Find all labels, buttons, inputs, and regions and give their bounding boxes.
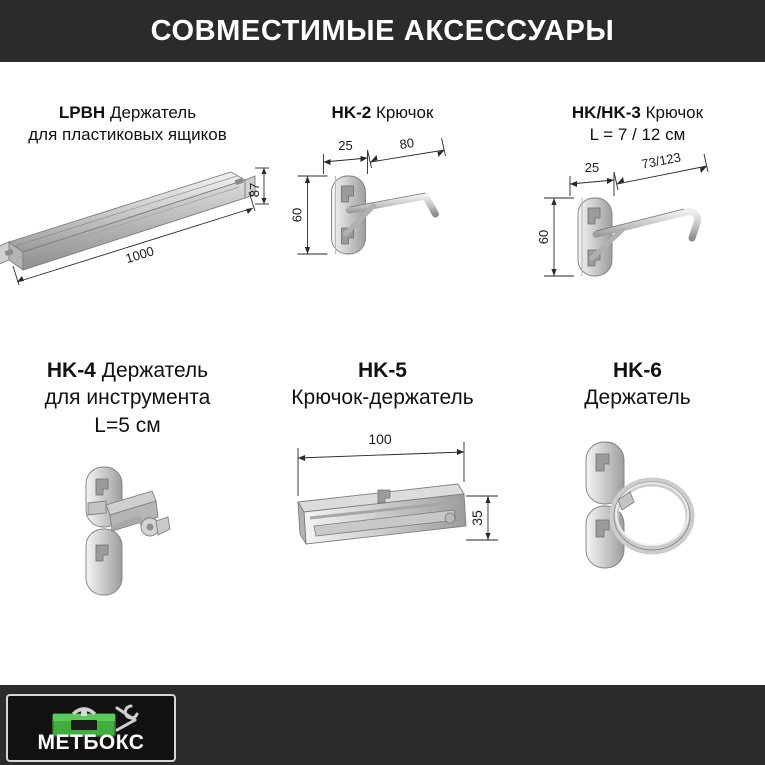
- dimension-height: 87: [246, 182, 262, 197]
- accessory-code: HK-6: [612, 359, 662, 382]
- page-title: СОВМЕСТИМЫЕ АКСЕССУАРЫ: [150, 14, 615, 47]
- accessory-code: HK-2: [331, 103, 372, 122]
- accessory-code: HK/HK-3: [571, 103, 641, 122]
- dimension-plate-height: 60: [289, 207, 304, 222]
- accessory-name-line2: для пластиковых ящиков: [28, 124, 227, 144]
- catalog-sheet: [0, 62, 765, 685]
- accessory-title: [285, 357, 479, 412]
- accessory-card-hk-4[interactable]: [0, 357, 255, 667]
- dimension-depth: [0, 290, 2, 311]
- header-bar: [0, 0, 765, 62]
- accessory-code: HK-4: [46, 359, 96, 382]
- accessory-figure-hk-3: [510, 146, 765, 353]
- accessory-title: [326, 102, 440, 124]
- lpbh-drawing: [0, 146, 273, 316]
- hk6-drawing: [538, 430, 738, 615]
- accessory-title: [566, 102, 709, 146]
- accessory-code: HK-5: [357, 359, 407, 382]
- dimension-plate-width: 25: [337, 137, 353, 153]
- dimension-length: 1000: [123, 242, 156, 266]
- accessory-row-2: [0, 357, 765, 667]
- brand-name: МЕТБОКС: [37, 731, 145, 754]
- accessory-title: [39, 357, 217, 439]
- hk3-drawing: [528, 146, 748, 316]
- accessory-figure-hk-4: [0, 439, 255, 667]
- dimension-height: 35: [468, 509, 485, 526]
- accessory-figure-hk-5: [255, 412, 510, 667]
- accessory-name: Держатель: [109, 103, 197, 122]
- accessory-card-hk-5[interactable]: [255, 357, 510, 667]
- accessory-row-1: [0, 102, 765, 352]
- accessory-figure-hk-6: [510, 412, 765, 667]
- accessory-card-hk-2[interactable]: [255, 102, 510, 352]
- brand-logo[interactable]: [6, 694, 176, 762]
- hk4-drawing: [28, 457, 228, 642]
- accessory-code: LPBH: [58, 103, 106, 122]
- dimension-plate-width: 25: [584, 159, 599, 175]
- accessory-figure-hk-2: [255, 124, 510, 352]
- dimension-plate-height: 60: [535, 229, 551, 244]
- accessory-name-line2: для инструмента: [44, 386, 211, 410]
- accessory-card-hk-6[interactable]: [510, 357, 765, 667]
- accessory-name: Крючок-держатель: [291, 386, 474, 410]
- accessory-name: Крючок: [375, 103, 434, 122]
- accessory-card-lpbh[interactable]: [0, 102, 262, 352]
- accessory-name: Крючок: [645, 103, 704, 122]
- accessory-figure-lpbh: [0, 146, 262, 353]
- accessory-name: Держатель: [584, 386, 691, 410]
- accessory-name-line3: L=5 см: [94, 413, 161, 437]
- accessory-title: [22, 102, 233, 146]
- accessory-card-hk-3[interactable]: [510, 102, 765, 352]
- dimension-hook-length: 80: [397, 134, 415, 152]
- hk2-drawing: [275, 124, 490, 294]
- dimension-hook-length: 73/123: [639, 148, 682, 172]
- hk5-drawing: [258, 430, 508, 615]
- accessory-name: Держатель: [101, 359, 209, 382]
- dimension-length: 100: [367, 430, 392, 447]
- accessory-title: [578, 357, 696, 412]
- accessory-name-line2: L = 7 / 12 см: [589, 124, 686, 144]
